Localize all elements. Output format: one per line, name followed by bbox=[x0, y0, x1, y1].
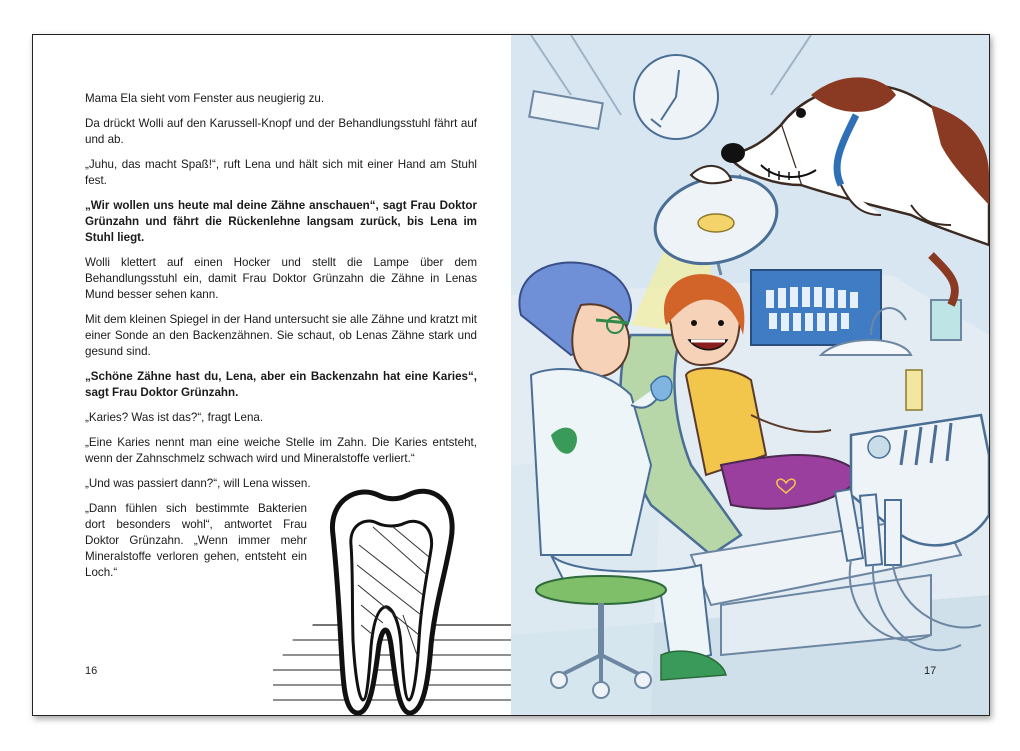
clock-icon bbox=[634, 55, 718, 139]
xray-panel bbox=[751, 270, 881, 345]
dentist-scene-illustration bbox=[511, 35, 989, 715]
paragraph: Da drückt Wolli auf den Karussell-Knopf und der Behandlungsstuhl fährt auf und ab. bbox=[85, 117, 477, 146]
paragraph-bold: „Wir wollen uns heute mal deine Zähne anschauen“, sagt Frau Doktor Grünzahn und fährt die Rückenlehne langsam zurück, bis Lena im Stuhl liegt. bbox=[85, 199, 477, 244]
paragraph: Mit dem kleinen Spiegel in der Hand untersucht sie alle Zähne und kratzt mit einer Sonde an den Backenzähnen. Sie schaut, ob Lenas Zähne stark und gesund sind. bbox=[85, 313, 477, 358]
paragraph-bold: „Schöne Zähne hast du, Lena, aber ein Backenzahn hat eine Karies“, sagt Frau Doktor Grünzahn. bbox=[85, 370, 477, 399]
book-spread bbox=[32, 34, 990, 716]
paragraph: Mama Ela sieht vom Fenster aus neugierig zu. bbox=[85, 92, 325, 105]
paragraph: Wolli klettert auf einen Hocker und stellt die Lampe über dem Behandlungsstuhl ein, damit Frau Doktor Grünzahn die Zähne in Lenas Mund besser sehen kann. bbox=[85, 256, 477, 301]
page-number-left: 16 bbox=[85, 665, 98, 677]
paragraph: „Juhu, das macht Spaß!“, ruft Lena und hält sich mit einer Hand am Stuhl fest. bbox=[85, 158, 477, 187]
paragraph: „Dann fühlen sich bestimmte Bakterien dort besonders wohl“, antwortet Frau Doktor Grünzahn. „Wenn immer mehr Mineralstoffe verloren gehen, entsteht ein Loch.“ bbox=[85, 502, 307, 579]
paragraph: „Eine Karies nennt man eine weiche Stelle im Zahn. Die Karies entsteht, wenn der Zahnschmelz schwach wird und Mineralstoffe verliert.“ bbox=[85, 436, 477, 465]
right-page bbox=[511, 35, 989, 715]
page-number-right: 17 bbox=[924, 665, 937, 677]
paragraph: „Karies? Was ist das?“, fragt Lena. bbox=[85, 411, 264, 424]
tooth-illustration bbox=[273, 475, 511, 715]
left-page bbox=[33, 35, 512, 715]
paragraph: „Und was passiert dann?“, will Lena wissen. bbox=[85, 477, 311, 490]
